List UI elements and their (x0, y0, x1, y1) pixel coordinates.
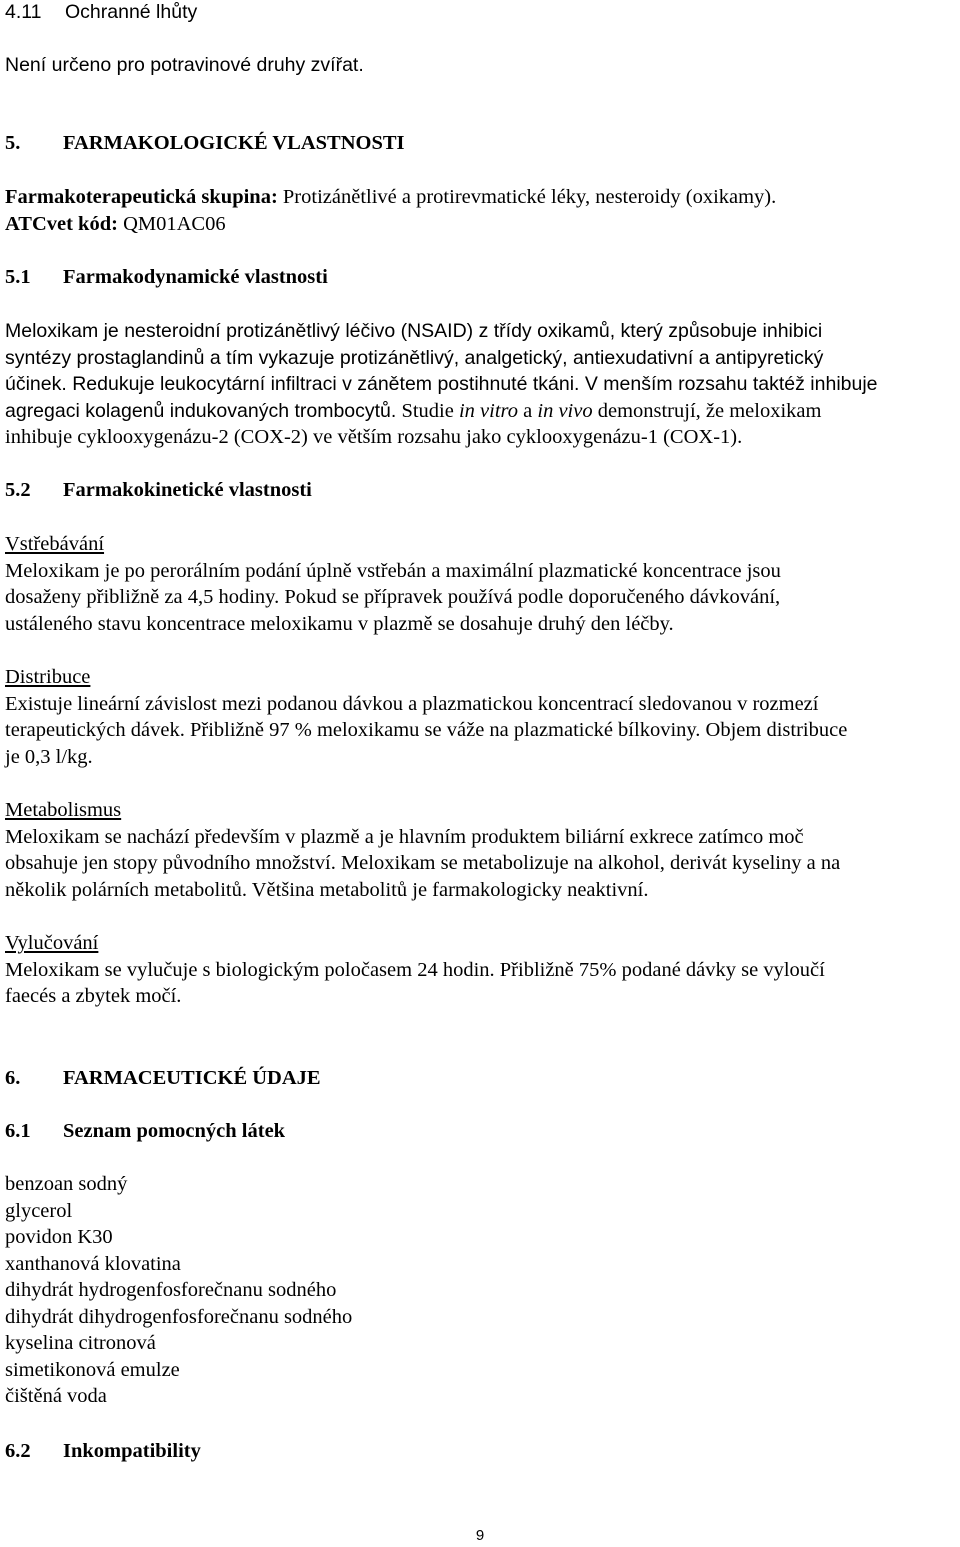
section-6-2-heading (5, 1438, 201, 1465)
paragraph-line: účinek. Redukuje leukocytární infiltraci v zánětem postihnuté tkáni. V menším rozsahu taktéž inhibuje (5, 373, 878, 395)
withdrawal-text: Není určeno pro potravinové druhy zvířat. (5, 54, 364, 76)
section-4-11-heading (5, 0, 197, 26)
paragraph-line: Meloxikam se nachází především v plazmě a je hlavním produktem biliární exkrece zatímco moč (5, 825, 804, 848)
section-title: Farmakodynamické vlastnosti (63, 266, 328, 288)
paragraph-line: ustáleného stavu koncentrace meloxikamu v plazmě se dosahuje druhý den léčby. (5, 612, 674, 635)
paragraph-line (5, 398, 957, 425)
section-number: 4.11 (5, 1, 42, 23)
list-item: povidon K30 (5, 1226, 113, 1248)
section-number: 5.2 (5, 479, 31, 501)
section-5-heading (5, 130, 405, 157)
section-6-1-heading (5, 1118, 285, 1145)
atc-value: QM01AC06 (117, 212, 226, 235)
section-number: 6.1 (5, 1120, 31, 1142)
section-number: 5. (5, 132, 21, 154)
section-number: 6. (5, 1067, 21, 1089)
italic-term: in vitro (458, 399, 519, 422)
list-item: čištěná voda (5, 1385, 107, 1407)
section-number: 5.1 (5, 266, 31, 288)
subheading: Vstřebávání (5, 533, 105, 555)
absorption-block (5, 531, 957, 637)
group-value: Protizánětlivé a protirevmatické léky, nesteroidy (oxikamy). (277, 186, 777, 208)
section-title: FARMACEUTICKÉ ÚDAJE (63, 1067, 321, 1089)
line-part: demonstrují, že meloxikam (592, 399, 822, 422)
section-title: Inkompatibility (63, 1440, 201, 1462)
list-item: simetikonová emulze (5, 1358, 180, 1381)
list-item: glycerol (5, 1199, 73, 1222)
page-number: 9 (475, 1527, 485, 1544)
section-number: 6.2 (5, 1440, 31, 1462)
line-part: a (518, 399, 538, 422)
paragraph-line: syntézy prostaglandinů a tím vykazuje protizánětlivý, analgetický, antiexudativní a antipyretický (5, 346, 824, 369)
subheading: Distribuce (5, 666, 91, 688)
group-label: Farmakoterapeutická skupina: (5, 186, 278, 208)
excipients-list (5, 1171, 957, 1410)
list-item: kyselina citronová (5, 1332, 156, 1354)
paragraph-line: faecés a zbytek močí. (5, 985, 182, 1007)
list-item: benzoan sodný (5, 1173, 128, 1195)
subheading: Metabolismus (5, 799, 122, 821)
subheading: Vylučování (5, 932, 99, 954)
section-title: Seznam pomocných látek (63, 1120, 286, 1142)
line-start: agregaci kolagenů indukovaných trombocytů. (5, 399, 397, 422)
paragraph-line: Meloxikam se vylučuje s biologickým poločasem 24 hodin. Přibližně 75% podané dávky se vyloučí (5, 958, 825, 981)
section-5-2-heading (5, 477, 312, 504)
line-part: Studie (396, 399, 459, 422)
paragraph-line: je 0,3 l/kg. (5, 745, 93, 768)
atc-label: ATCvet kód: (5, 212, 118, 235)
paragraph-line: Existuje lineární závislost mezi podanou dávkou a plazmatickou koncentrací sledovanou v rozmezí (5, 692, 819, 715)
section-title: Farmakokinetické vlastnosti (63, 479, 312, 501)
italic-term: in vivo (537, 399, 593, 422)
paragraph-line: několik polárních metabolitů. Většina metabolitů je farmakologicky neaktivní. (5, 878, 649, 901)
list-item: dihydrát hydrogenfosforečnanu sodného (5, 1279, 337, 1301)
elimination-block (5, 930, 957, 1010)
section-5-1-heading (5, 264, 328, 291)
paragraph-line: terapeutických dávek. Přibližně 97 % meloxikamu se váže na plazmatické bílkoviny. Objem distribuce (5, 719, 848, 741)
pharmacodynamics-paragraph (5, 318, 957, 451)
section-6-heading (5, 1065, 321, 1092)
metabolism-block (5, 797, 957, 903)
list-item: dihydrát dihydrogenfosforečnanu sodného (5, 1305, 353, 1328)
section-title: Ochranné lhůty (65, 1, 198, 23)
pharmacotherapeutic-group (5, 184, 957, 237)
section-title: FARMAKOLOGICKÉ VLASTNOSTI (63, 132, 405, 154)
paragraph-line: dosaženy přibližně za 4,5 hodiny. Pokud se přípravek používá podle doporučeného dávkování, (5, 586, 781, 608)
paragraph-line: obsahuje jen stopy původního množství. Meloxikam se metabolizuje na alkohol, derivát kyseliny a na (5, 852, 841, 874)
distribution-block (5, 664, 957, 770)
paragraph-line: inhibuje cyklooxygenázu-2 (COX-2) ve větším rozsahu jako cyklooxygenázu-1 (COX-1). (5, 426, 743, 448)
list-item: xanthanová klovatina (5, 1252, 181, 1275)
paragraph-line: Meloxikam je nesteroidní protizánětlivý léčivo (NSAID) z třídy oxikamů, který způsobuje inhibici (5, 320, 823, 342)
paragraph-line: Meloxikam je po perorálním podání úplně vstřebán a maximální plazmatické koncentrace jsou (5, 559, 781, 582)
